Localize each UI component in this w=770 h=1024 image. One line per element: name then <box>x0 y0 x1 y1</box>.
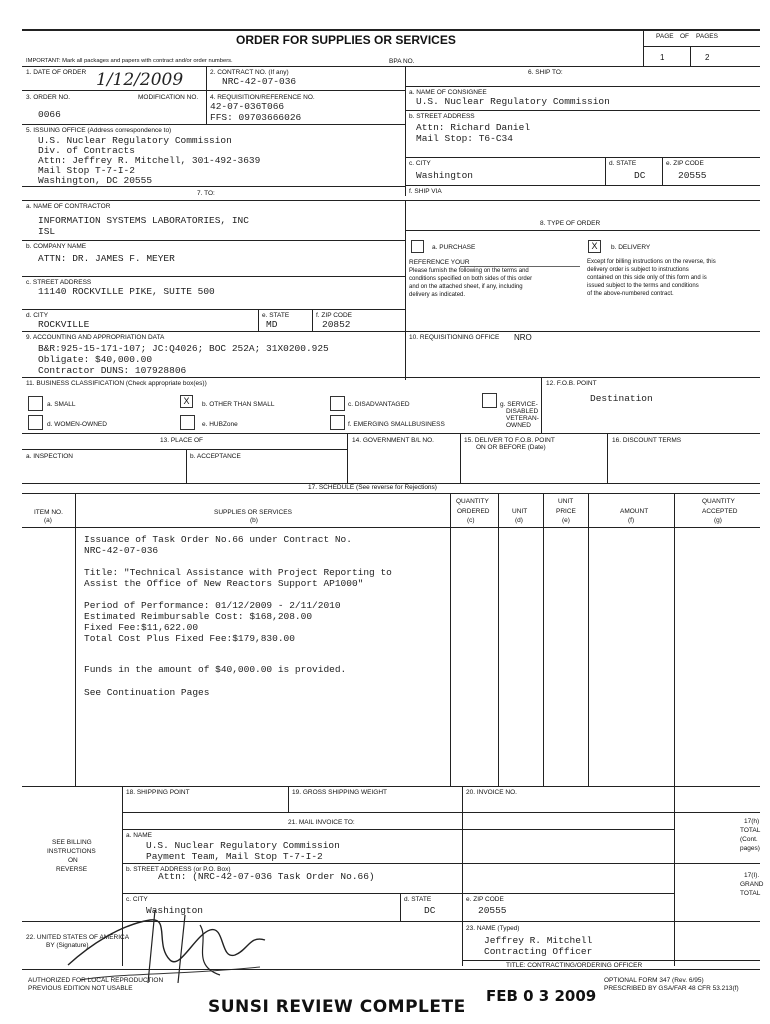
see-billing-4: REVERSE <box>56 866 88 873</box>
footer-right-2: PRESCRIBED BY GSA/FAR 48 CFR 53.213(f) <box>604 985 739 992</box>
issuing-office-line-1: U.S. Nuclear Regulatory Commission <box>38 135 232 146</box>
small-label: a. SMALL <box>47 401 76 408</box>
invoice-zip-label: e. ZIP CODE <box>466 896 504 903</box>
issuing-office-line-2: Div. of Contracts <box>38 145 135 156</box>
company-name-label: b. COMPANY NAME <box>26 243 87 250</box>
schedule-line-10: Total Cost Plus Fixed Fee:$179,830.00 <box>84 633 295 644</box>
sunsi-review-stamp: SUNSI REVIEW COMPLETE <box>208 997 466 1017</box>
small-checkbox[interactable] <box>28 396 43 411</box>
government-bl-label: 14. GOVERNMENT B/L NO. <box>352 437 434 444</box>
invoice-street-value: Attn: (NRC-42-07-036 Task Order No.66) <box>158 871 375 882</box>
grand-total-label-2: GRAND <box>740 881 764 888</box>
consignee-value: U.S. Nuclear Regulatory Commission <box>416 96 610 107</box>
type-of-order-label: 8. TYPE OF ORDER <box>540 220 601 227</box>
col-supplies-label: SUPPLIES OR SERVICES <box>214 509 292 516</box>
col-unit-price-letter: (e) <box>562 517 570 524</box>
grand-total-label-3: TOTAL <box>740 890 761 897</box>
service-disabled-label-2: DISABLED <box>506 408 539 415</box>
bpa-label: BPA NO. <box>389 58 415 65</box>
issuing-office-line-5: Washington, DC 20555 <box>38 175 153 186</box>
contractor-city-value: ROCKVILLE <box>38 319 90 330</box>
fob-point-value: Destination <box>590 393 653 404</box>
of-label: OF <box>680 33 690 40</box>
consignee-label: a. NAME OF CONSIGNEE <box>409 89 487 96</box>
ship-city-label: c. CITY <box>409 160 431 167</box>
footer-left-1: AUTHORIZED FOR LOCAL REPRODUCTION <box>28 977 164 984</box>
purchase-text-3: and on the attached sheet, if any, including <box>409 284 523 290</box>
ship-city-value: Washington <box>416 170 474 181</box>
fob-point-label: 12. F.O.B. POINT <box>546 380 597 387</box>
requisitioning-office-value: NRO <box>514 333 532 342</box>
contractor-street-value: 11140 ROCKVILLE PIKE, SUITE 500 <box>38 286 215 297</box>
contractor-name-2: ISL <box>38 226 56 237</box>
col-unit-letter: (d) <box>515 517 523 524</box>
col-quantity-letter: (c) <box>467 517 475 524</box>
invoice-name-1: U.S. Nuclear Regulatory Commission <box>146 840 340 851</box>
total-pages: 2 <box>705 53 710 62</box>
contractor-city-label: d. CITY <box>26 312 49 319</box>
service-disabled-label-4: OWNED <box>506 422 531 429</box>
hubzone-label: e. HUBZone <box>202 421 238 428</box>
deliver-fob-label-1: 15. DELIVER TO F.O.B. POINT <box>464 437 555 444</box>
purchase-label: a. PURCHASE <box>432 244 476 251</box>
other-than-small-checkbox[interactable]: X <box>180 395 193 408</box>
service-disabled-checkbox[interactable] <box>482 393 497 408</box>
col-item-no-label: ITEM NO. <box>34 509 63 516</box>
grand-total-label-1: 17(I). <box>744 872 760 879</box>
ship-zip-label: e. ZIP CODE <box>666 160 704 167</box>
inspection-label: a. INSPECTION <box>26 453 73 460</box>
page-number: 1 <box>660 53 665 62</box>
page-label: PAGE <box>656 33 674 40</box>
place-of-label: 13. PLACE OF <box>160 437 203 444</box>
women-owned-checkbox[interactable] <box>28 415 43 430</box>
contract-no-label: 2. CONTRACT NO. (If any) <box>210 69 289 76</box>
ship-street-1: Attn: Richard Daniel <box>416 122 531 133</box>
form-title: ORDER FOR SUPPLIES OR SERVICES <box>236 33 456 47</box>
col-ordered-label: ORDERED <box>457 508 490 515</box>
purchase-checkbox[interactable] <box>411 240 424 253</box>
acceptance-label: b. ACCEPTANCE <box>190 453 241 460</box>
total-cont-label-1: 17(h) <box>744 818 760 825</box>
delivery-label: b. DELIVERY <box>611 244 651 251</box>
col-amount-letter: (f) <box>628 517 635 524</box>
col-accepted-letter: (g) <box>714 517 722 524</box>
ffs-value: FFS: 09703666026 <box>210 112 302 123</box>
requisition-value: 42-07-036T066 <box>210 101 285 112</box>
col-unit-price-label-1: UNIT <box>558 498 574 505</box>
date-of-order-label: 1. DATE OF ORDER <box>26 69 87 76</box>
schedule-line-1: Issuance of Task Order No.66 under Contract No. <box>84 534 352 545</box>
requisition-label: 4. REQUISITION/REFERENCE NO. <box>210 94 315 101</box>
accounting-line-1: B&R:925-15-171-107; JC:Q4026; BOC 252A; 31X0200.925 <box>38 343 329 354</box>
order-no-value: 0066 <box>38 109 61 120</box>
other-than-small-label: b. OTHER THAN SMALL <box>202 401 275 408</box>
ship-zip-value: 20555 <box>678 170 707 181</box>
discount-terms-label: 16. DISCOUNT TERMS <box>612 437 682 444</box>
schedule-line-7: Period of Performance: 01/12/2009 - 2/11/2010 <box>84 600 341 611</box>
delivery-text-4: issued subject to the terms and conditions <box>587 283 699 289</box>
officer-title-label: TITLE: CONTRACTING/ORDERING OFFICER <box>506 962 643 969</box>
schedule-line-5: Assist the Office of New Reactors Support AP1000" <box>84 578 364 589</box>
contractor-name-1: INFORMATION SYSTEMS LABORATORIES, INC <box>38 215 249 226</box>
col-supplies-letter: (b) <box>250 517 258 524</box>
invoice-city-value: Washington <box>146 905 204 916</box>
delivery-text-5: of the above-numbered contract. <box>587 291 674 297</box>
footer-left-2: PREVIOUS EDITION NOT USABLE <box>28 985 133 992</box>
pages-label: PAGES <box>696 33 718 40</box>
total-cont-label-4: pages) <box>740 845 760 852</box>
invoice-state-value: DC <box>424 905 436 916</box>
business-classification-label: 11. BUSINESS CLASSIFICATION (Check appropriate box(es)) <box>26 380 207 387</box>
invoice-state-label: d. STATE <box>404 896 432 903</box>
delivery-text-2: delivery order is subject to instructions <box>587 267 689 273</box>
emerging-small-checkbox[interactable] <box>330 415 345 430</box>
schedule-line-4: Title: "Technical Assistance with Project Reporting to <box>84 567 392 578</box>
gross-weight-label: 19. GROSS SHIPPING WEIGHT <box>292 789 387 796</box>
delivery-text-1: Except for billing instructions on the reverse, this <box>587 259 716 265</box>
company-name-value: ATTN: DR. JAMES F. MEYER <box>38 253 175 264</box>
purchase-text-2: conditions specified on both sides of this order <box>409 276 533 282</box>
requisitioning-office-label: 10. REQUISITIONING OFFICE <box>409 334 500 341</box>
ship-state-label: d. STATE <box>609 160 637 167</box>
officer-title-typed: Contracting Officer <box>484 946 593 957</box>
col-amount-label: AMOUNT <box>620 508 649 515</box>
to-label: 7. TO: <box>197 190 215 197</box>
invoice-name-2: Payment Team, Mail Stop T-7-I-2 <box>146 851 323 862</box>
invoice-city-label: c. CITY <box>126 896 148 903</box>
disadvantaged-label: c. DISADVANTAGED <box>348 401 410 408</box>
contractor-state-value: MD <box>266 319 278 330</box>
service-disabled-label-1: g. SERVICE- <box>500 401 538 408</box>
delivery-checkbox[interactable]: X <box>588 240 601 253</box>
see-billing-1: SEE BILLING <box>52 839 92 846</box>
reference-your-label: REFERENCE YOUR <box>409 259 470 266</box>
united-states-label: 22. UNITED STATES OF AMERICA <box>26 934 130 941</box>
schedule-line-9: Fixed Fee:$11,622.00 <box>84 622 199 633</box>
ship-street-label: b. STREET ADDRESS <box>409 113 475 120</box>
hubzone-checkbox[interactable] <box>180 415 195 430</box>
see-billing-2: INSTRUCTIONS <box>47 848 96 855</box>
footer-right-1: OPTIONAL FORM 347 (Rev. 6/95) <box>604 977 704 984</box>
officer-name: Jeffrey R. Mitchell <box>484 935 593 946</box>
see-billing-3: ON <box>68 857 78 864</box>
contractor-street-label: c. STREET ADDRESS <box>26 279 92 286</box>
col-accepted-label-2: ACCEPTED <box>702 508 738 515</box>
issuing-office-line-4: Mail Stop T-7-I-2 <box>38 165 135 176</box>
schedule-line-12: Funds in the amount of $40,000.00 is provided. <box>84 664 347 675</box>
purchase-text-1: Please furnish the following on the terms and <box>409 268 529 274</box>
col-accepted-label-1: QUANTITY <box>702 498 735 505</box>
schedule-line-2: NRC-42-07-036 <box>84 545 159 556</box>
ship-state-value: DC <box>634 170 646 181</box>
deliver-fob-label-2: ON OR BEFORE (Date) <box>476 444 546 451</box>
delivery-text-3: contained on this side only of this form and is <box>587 275 707 281</box>
invoice-zip-value: 20555 <box>478 905 507 916</box>
ship-to-label: 6. SHIP TO: <box>528 69 563 76</box>
total-cont-label-2: TOTAL <box>740 827 761 834</box>
issuing-office-line-3: Attn: Jeffrey R. Mitchell, 301-492-3639 <box>38 155 261 166</box>
mail-invoice-label: 21. MAIL INVOICE TO: <box>288 819 355 826</box>
modification-no-label: MODIFICATION NO. <box>138 94 199 101</box>
date-of-order-handwritten: 1/12/2009 <box>96 70 184 90</box>
date-received-stamp: FEB 0 3 2009 <box>486 987 597 1005</box>
invoice-name-label: a. NAME <box>126 832 153 839</box>
accounting-line-2: Obligate: $40,000.00 <box>38 354 153 365</box>
schedule-line-8: Estimated Reimbursable Cost: $168,208.00 <box>84 611 313 622</box>
schedule-label: 17. SCHEDULE (See reverse for Rejections) <box>308 484 437 491</box>
purchase-text-4: delivery as indicated. <box>409 292 466 298</box>
signature-scribble <box>60 905 275 985</box>
contractor-zip-value: 20852 <box>322 319 351 330</box>
total-cont-label-3: (Cont. <box>740 836 758 843</box>
order-no-label: 3. ORDER NO. <box>26 94 71 101</box>
contractor-name-label: a. NAME OF CONTRACTOR <box>26 203 111 210</box>
shipping-point-label: 18. SHIPPING POINT <box>126 789 190 796</box>
service-disabled-label-3: VETERAN- <box>506 415 539 422</box>
contractor-zip-label: f. ZIP CODE <box>316 312 352 319</box>
schedule-line-14: See Continuation Pages <box>84 687 210 698</box>
col-unit-price-label-2: PRICE <box>556 508 576 515</box>
invoice-no-label: 20. INVOICE NO. <box>466 789 517 796</box>
col-quantity-label: QUANTITY <box>456 498 489 505</box>
contractor-state-label: e. STATE <box>262 312 290 319</box>
emerging-small-label: f. EMERGING SMALLBUSINESS <box>348 421 445 428</box>
disadvantaged-checkbox[interactable] <box>330 396 345 411</box>
ship-street-2: Mail Stop: T6-C34 <box>416 133 513 144</box>
invoice-street-label: b. STREET ADDRESS (or P.O. Box) <box>126 866 231 873</box>
col-item-no-letter: (a) <box>44 517 52 524</box>
important-note: IMPORTANT: Mark all packages and papers with contract and/or order numbers. <box>26 58 233 64</box>
issuing-office-label: 5. ISSUING OFFICE (Address correspondence to) <box>26 127 172 134</box>
contract-no-value: NRC-42-07-036 <box>222 76 297 87</box>
accounting-label: 9. ACCOUNTING AND APPROPRIATION DATA <box>26 334 165 341</box>
ship-via-label: f. SHIP VIA <box>409 188 442 195</box>
women-owned-label: d. WOMEN-OWNED <box>47 421 107 428</box>
name-typed-label: 23. NAME (Typed) <box>466 925 520 932</box>
col-unit-label: UNIT <box>512 508 528 515</box>
signature-label: BY (Signature) <box>46 942 89 949</box>
accounting-line-3: Contractor DUNS: 107928806 <box>38 365 187 376</box>
